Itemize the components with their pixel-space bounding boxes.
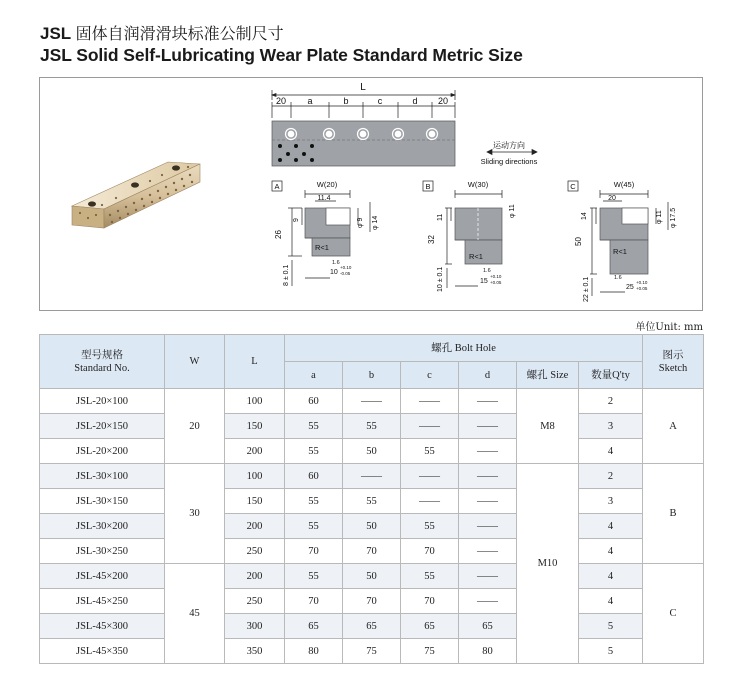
cell-standard: JSL-30×200 — [40, 514, 165, 539]
table-row — [40, 489, 704, 514]
title-chinese: 固体自润滑滑块标准公制尺寸 — [75, 24, 284, 43]
sketch-a-phi2: φ 14 — [372, 215, 379, 230]
cell-standard: JSL-20×200 — [40, 439, 165, 464]
drawing-panel — [39, 77, 703, 311]
cell-d: —— — [459, 389, 517, 414]
cell-c: 70 — [401, 539, 459, 564]
cell-standard: JSL-45×300 — [40, 614, 165, 639]
cell-l: 250 — [225, 589, 285, 614]
table-body — [40, 389, 704, 664]
cell-l: 100 — [225, 389, 285, 414]
cell-d: —— — [459, 439, 517, 464]
cell-l: 200 — [225, 514, 285, 539]
sketch-c-phi1: φ 11 — [656, 210, 663, 224]
cell-c: 65 — [401, 614, 459, 639]
cell-c: —— — [401, 414, 459, 439]
cell-d: —— — [459, 464, 517, 489]
cell-qty: 4 — [579, 514, 643, 539]
cell-l: 200 — [225, 439, 285, 464]
sketch-a-tol-low: -0.05 — [340, 271, 351, 276]
cell-b: 50 — [343, 514, 401, 539]
table-row — [40, 589, 704, 614]
dim-a: a — [307, 96, 313, 106]
cell-qty: 2 — [579, 464, 643, 489]
cell-qty: 5 — [579, 639, 643, 664]
sketch-b-tol-up: +0.10 — [490, 274, 502, 279]
table-row — [40, 414, 704, 439]
sketch-c-base-h: 22 ± 0.1 — [583, 276, 590, 302]
cell-d: —— — [459, 539, 517, 564]
sketch-b-tag: B — [425, 182, 431, 191]
cell-qty: 4 — [579, 539, 643, 564]
cell-a: 55 — [285, 414, 343, 439]
cell-d: —— — [459, 414, 517, 439]
cell-b: 65 — [343, 614, 401, 639]
sketch-b-width: W(30) — [467, 180, 489, 189]
table-row — [40, 389, 704, 414]
cell-a: 80 — [285, 639, 343, 664]
sketch-b-h: 32 — [427, 235, 436, 244]
cell-d: —— — [459, 589, 517, 614]
cell-d: 80 — [459, 639, 517, 664]
sketch-a-h1: 9 — [293, 218, 300, 222]
header-c: c — [401, 362, 459, 389]
cell-l: 300 — [225, 614, 285, 639]
table-row — [40, 439, 704, 464]
header-l: L — [225, 335, 285, 389]
motion-label-en: Sliding directions — [480, 157, 538, 166]
sketch-c-phi2: φ 17.5 — [670, 207, 677, 228]
sketch-b-roughness: 1.6 — [483, 268, 491, 274]
sketch-a-h: 26 — [274, 230, 283, 239]
sketch-c-r: R<1 — [613, 247, 627, 256]
cell-b: 75 — [343, 639, 401, 664]
sketch-c-tol-w: 25 — [626, 284, 634, 291]
cell-standard: JSL-30×150 — [40, 489, 165, 514]
spec-table — [39, 334, 704, 664]
table-row — [40, 614, 704, 639]
cell-a: 70 — [285, 539, 343, 564]
dim-c: c — [377, 96, 383, 106]
header-bolt-hole: 螺孔 Bolt Hole — [285, 335, 643, 362]
header-qty: 数量Q'ty — [579, 362, 643, 389]
sketch-a-d1: 11.4 — [317, 195, 331, 202]
sketch-c-h: 50 — [574, 237, 583, 246]
cell-qty: 3 — [579, 489, 643, 514]
cell-a: 55 — [285, 439, 343, 464]
cell-a: 70 — [285, 589, 343, 614]
cell-d: —— — [459, 514, 517, 539]
cell-c: —— — [401, 464, 459, 489]
sketch-b-phi1: φ 11 — [509, 204, 516, 218]
sketch-c-roughness: 1.6 — [614, 275, 622, 281]
page-title-zh — [40, 21, 284, 44]
cell-d: —— — [459, 489, 517, 514]
sketch-a-tol-w: 10 — [330, 269, 338, 276]
cell-l: 250 — [225, 539, 285, 564]
page-title-en: JSL Solid Self-Lubricating Wear Plate Standard Metric Size — [40, 45, 523, 65]
cell-c: —— — [401, 489, 459, 514]
cell-a: 60 — [285, 464, 343, 489]
cell-b: 55 — [343, 414, 401, 439]
cell-standard: JSL-20×100 — [40, 389, 165, 414]
cell-l: 200 — [225, 564, 285, 589]
cell-b: —— — [343, 464, 401, 489]
sketch-a-tol-up: +0.10 — [340, 265, 352, 270]
header-sketch: 图示 Sketch — [643, 335, 704, 389]
header-standard: 型号规格 Standard No. — [40, 335, 165, 389]
sketch-b-tol-w: 15 — [480, 278, 488, 285]
dim-L: L — [360, 82, 366, 93]
sketch-b — [423, 180, 516, 292]
technical-drawing — [40, 78, 704, 312]
table-row — [40, 464, 704, 489]
cell-sketch: C — [643, 564, 704, 664]
table-row — [40, 564, 704, 589]
cell-a: 55 — [285, 489, 343, 514]
sketch-a-roughness: 1.6 — [332, 260, 340, 266]
cell-b: 50 — [343, 439, 401, 464]
cell-size: M10 — [517, 464, 579, 664]
cell-standard: JSL-30×250 — [40, 539, 165, 564]
cell-qty: 4 — [579, 439, 643, 464]
cell-b: 55 — [343, 489, 401, 514]
sketch-a-width: W(20) — [316, 180, 338, 189]
table-row — [40, 539, 704, 564]
table-row — [40, 514, 704, 539]
cell-b: 70 — [343, 539, 401, 564]
cell-standard: JSL-45×250 — [40, 589, 165, 614]
dim-d: d — [412, 96, 418, 106]
dim-b: b — [343, 96, 349, 106]
sketch-c-tol-up: +0.10 — [636, 280, 648, 285]
cell-sketch: A — [643, 389, 704, 464]
product-photo — [72, 162, 200, 228]
header-a: a — [285, 362, 343, 389]
cell-w: 45 — [165, 564, 225, 664]
cell-c: 55 — [401, 439, 459, 464]
cell-qty: 3 — [579, 414, 643, 439]
table-header — [40, 335, 704, 389]
cell-a: 60 — [285, 389, 343, 414]
cell-b: 50 — [343, 564, 401, 589]
cell-qty: 2 — [579, 389, 643, 414]
sketch-c-d1: 20 — [608, 195, 616, 202]
table-row — [40, 639, 704, 664]
cell-a: 55 — [285, 514, 343, 539]
header-w: W — [165, 335, 225, 389]
cell-d: —— — [459, 564, 517, 589]
cell-d: 65 — [459, 614, 517, 639]
dim-20-left: 20 — [275, 96, 287, 106]
cell-l: 150 — [225, 489, 285, 514]
product-code: JSL — [40, 24, 71, 43]
unit-label: 单位Unit: mm — [635, 322, 703, 333]
sketch-b-r: R<1 — [469, 252, 483, 261]
cell-standard: JSL-30×100 — [40, 464, 165, 489]
sketch-a-r: R<1 — [315, 243, 329, 252]
cell-qty: 5 — [579, 614, 643, 639]
cell-b: —— — [343, 389, 401, 414]
sketch-b-base-h: 10 ± 0.1 — [437, 266, 444, 292]
cell-sketch: B — [643, 464, 704, 564]
cell-a: 65 — [285, 614, 343, 639]
sketch-c-tag: C — [570, 182, 576, 191]
sketch-a — [272, 180, 379, 286]
dim-20-right: 20 — [437, 96, 449, 106]
cell-l: 100 — [225, 464, 285, 489]
cell-size: M8 — [517, 389, 579, 464]
sketch-c-width: W(45) — [613, 180, 635, 189]
sketch-a-base-h: 8 ± 0.1 — [283, 264, 290, 286]
header-d: d — [459, 362, 517, 389]
cell-b: 70 — [343, 589, 401, 614]
cell-a: 55 — [285, 564, 343, 589]
cell-w: 20 — [165, 389, 225, 464]
cell-standard: JSL-20×150 — [40, 414, 165, 439]
cell-standard: JSL-45×200 — [40, 564, 165, 589]
cell-l: 150 — [225, 414, 285, 439]
cell-l: 350 — [225, 639, 285, 664]
cell-c: 75 — [401, 639, 459, 664]
sketch-a-phi1: φ 9 — [357, 217, 364, 228]
sketch-c-h1: 14 — [581, 212, 588, 220]
sketch-a-tag: A — [274, 182, 280, 191]
sketch-c-tol-low: +0.05 — [636, 286, 648, 291]
cell-c: —— — [401, 389, 459, 414]
cell-c: 55 — [401, 564, 459, 589]
header-size: 螺孔 Size — [517, 362, 579, 389]
header-b: b — [343, 362, 401, 389]
sketch-b-h1: 11 — [437, 213, 444, 221]
cell-qty: 4 — [579, 564, 643, 589]
sketch-b-tol-low: +0.05 — [490, 280, 502, 285]
cell-qty: 4 — [579, 589, 643, 614]
cell-w: 30 — [165, 464, 225, 564]
cell-standard: JSL-45×350 — [40, 639, 165, 664]
motion-label-zh: 运动方向 — [493, 141, 525, 150]
cell-c: 70 — [401, 589, 459, 614]
cell-c: 55 — [401, 514, 459, 539]
sketch-c — [568, 180, 677, 302]
